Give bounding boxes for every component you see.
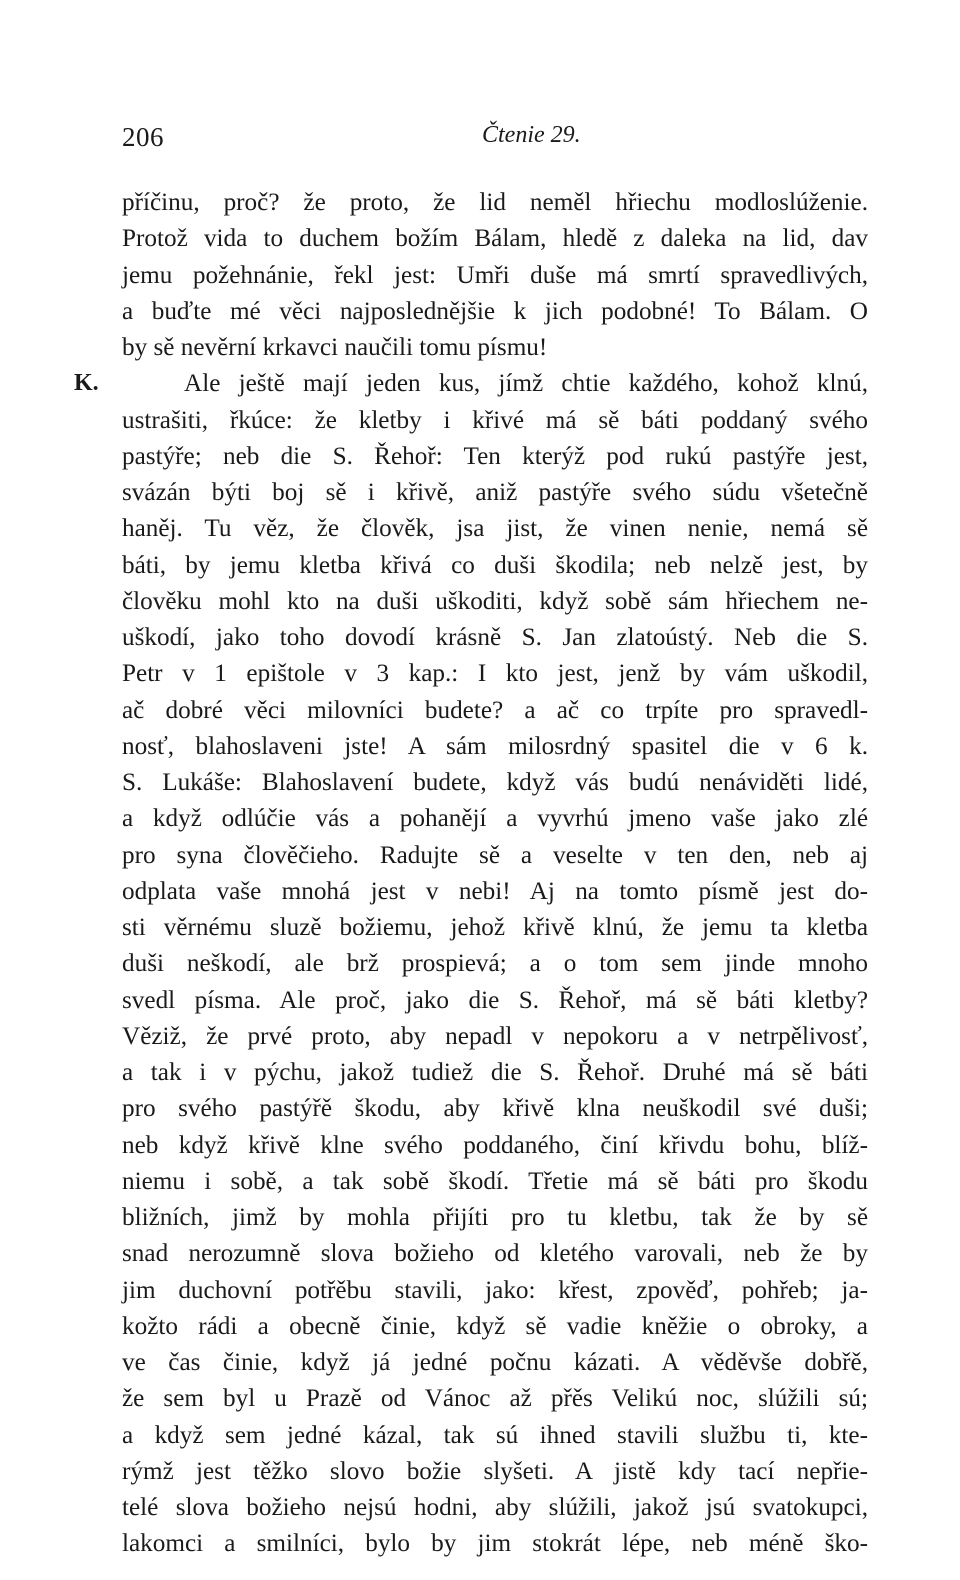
- text-line: jemu požehnánie, řekl jest: Umři duše má smrtí spravedlivých,: [122, 261, 868, 289]
- text-line: pro syna člověčieho. Radujte sě a veselte v ten den, neb aj: [122, 841, 868, 869]
- text-line: že sem byl u Prazě od Vánoc až přěs Velikú noc, slúžili sú;: [122, 1385, 868, 1413]
- text-line: snad nerozumně slova božieho od kletého varovali, neb že by: [122, 1240, 868, 1268]
- body-text: [122, 185, 868, 1563]
- text-line: Petr v 1 epištole v 3 kap.: I kto jest, jenž by vám uškodil,: [122, 660, 868, 688]
- text-line: telé slova božieho nejsú hodni, aby slúžili, jakož jsú svatokupci,: [122, 1494, 868, 1521]
- text-line: sti věrnému sluzě božiemu, jehož křivě klnú, že jemu ta kletba: [122, 914, 868, 941]
- text-line: ustrašiti, řkúce: že kletby i křivé má sě báti poddaný svého: [122, 406, 868, 434]
- text-line: svedl písma. Ale proč, jako die S. Řehoř, má sě báti kletby?: [122, 986, 868, 1014]
- text-line: nosť, blahoslaveni jste! A sám milosrdný spasitel die v 6 k.: [122, 732, 868, 760]
- text-line: duši neškodí, ale brž prospievá; a o tom sem jinde mnoho: [122, 950, 868, 978]
- text-line: pro svého pastýřě škodu, aby křivě klna neuškodil své duši;: [122, 1095, 868, 1123]
- margin-note: K.: [74, 370, 99, 396]
- text-line: a když odlúčie vás a pohanějí a vyvrhú jmeno vaše jako zlé: [122, 805, 868, 833]
- text-line: příčinu, proč? že proto, že lid neměl hřiechu modloslúženie.: [122, 189, 868, 216]
- text-line: bližních, jimž by mohla přijíti pro tu kletbu, tak že by sě: [122, 1204, 868, 1231]
- text-line: by sě nevěrní krkavci naučili tomu písmu!: [122, 334, 548, 361]
- text-line: S. Lukáše: Blahoslavení budete, když vás budú nenáviděti lidé,: [122, 769, 868, 796]
- text-line: rýmž jest těžko slovo božie slyšeti. A jistě kdy tací nepřie-: [122, 1457, 868, 1485]
- text-line: Věziž, že prvé proto, aby nepadl v nepokoru a v netrpělivosť,: [122, 1022, 868, 1050]
- text-line: svázán býti boj sě i křivě, aniž pastýře svého súdu všetečně: [122, 479, 868, 506]
- text-line: jim duchovní potřěbu stavili, jako: křest, zpověď, pohřeb; ja-: [122, 1276, 868, 1304]
- text-line: a tak i v pýchu, jakož tudiež die S. Řehoř. Druhé má sě báti: [122, 1059, 868, 1086]
- text-line: neb když křivě klne svého poddaného, činí křivdu bohu, blíž-: [122, 1131, 868, 1159]
- text-line: báti, by jemu kletba křivá co duši škodila; neb nelzě jest, by: [122, 551, 868, 579]
- text-line: a buďte mé věci najposlednějšie k jich podobné! To Bálam. O: [122, 297, 868, 325]
- text-line: pastýře; neb die S. Řehoř: Ten kterýž pod rukú pastýře jest,: [122, 442, 868, 470]
- running-title: Čtenie 29.: [482, 122, 581, 148]
- text-line: ve čas činie, když já jedné počnu kázati. A věděvše dobřě,: [122, 1349, 868, 1376]
- text-line: odplata vaše mnohá jest v nebi! Aj na tomto písmě jest do-: [122, 877, 868, 905]
- text-line: a když sem jedné kázal, tak sú ihned stavili službu ti, kte-: [122, 1421, 868, 1449]
- text-line: ač dobré věci milovníci budete? a ač co trpíte pro spravedl-: [122, 696, 868, 724]
- text-line: haněj. Tu věz, že člověk, jsa jist, že vinen nenie, nemá sě: [122, 515, 868, 543]
- text-line: kožto rádi a obecně činie, když sě vadie kněžie o obroky, a: [122, 1312, 868, 1340]
- text-line: uškodí, jako toho dovodí krásně S. Jan zlatoústý. Neb die S.: [122, 624, 868, 651]
- text-line: Ale ještě mají jeden kus, jímž chtie každého, kohož klnú,: [184, 370, 868, 398]
- text-line: lakomci a smilníci, bylo by jim stokrát lépe, neb méně ško-: [122, 1530, 868, 1558]
- text-line: niemu i sobě, a tak sobě škodí. Třetie má sě báti pro škodu: [122, 1167, 868, 1195]
- page-number: 206: [122, 122, 164, 152]
- text-line: Protož vida to duchem božím Bálam, hledě z daleka na lid, dav: [122, 225, 868, 253]
- text-line: člověku mohl kto na duši uškoditi, když sobě sám hřiechem ne-: [122, 587, 868, 615]
